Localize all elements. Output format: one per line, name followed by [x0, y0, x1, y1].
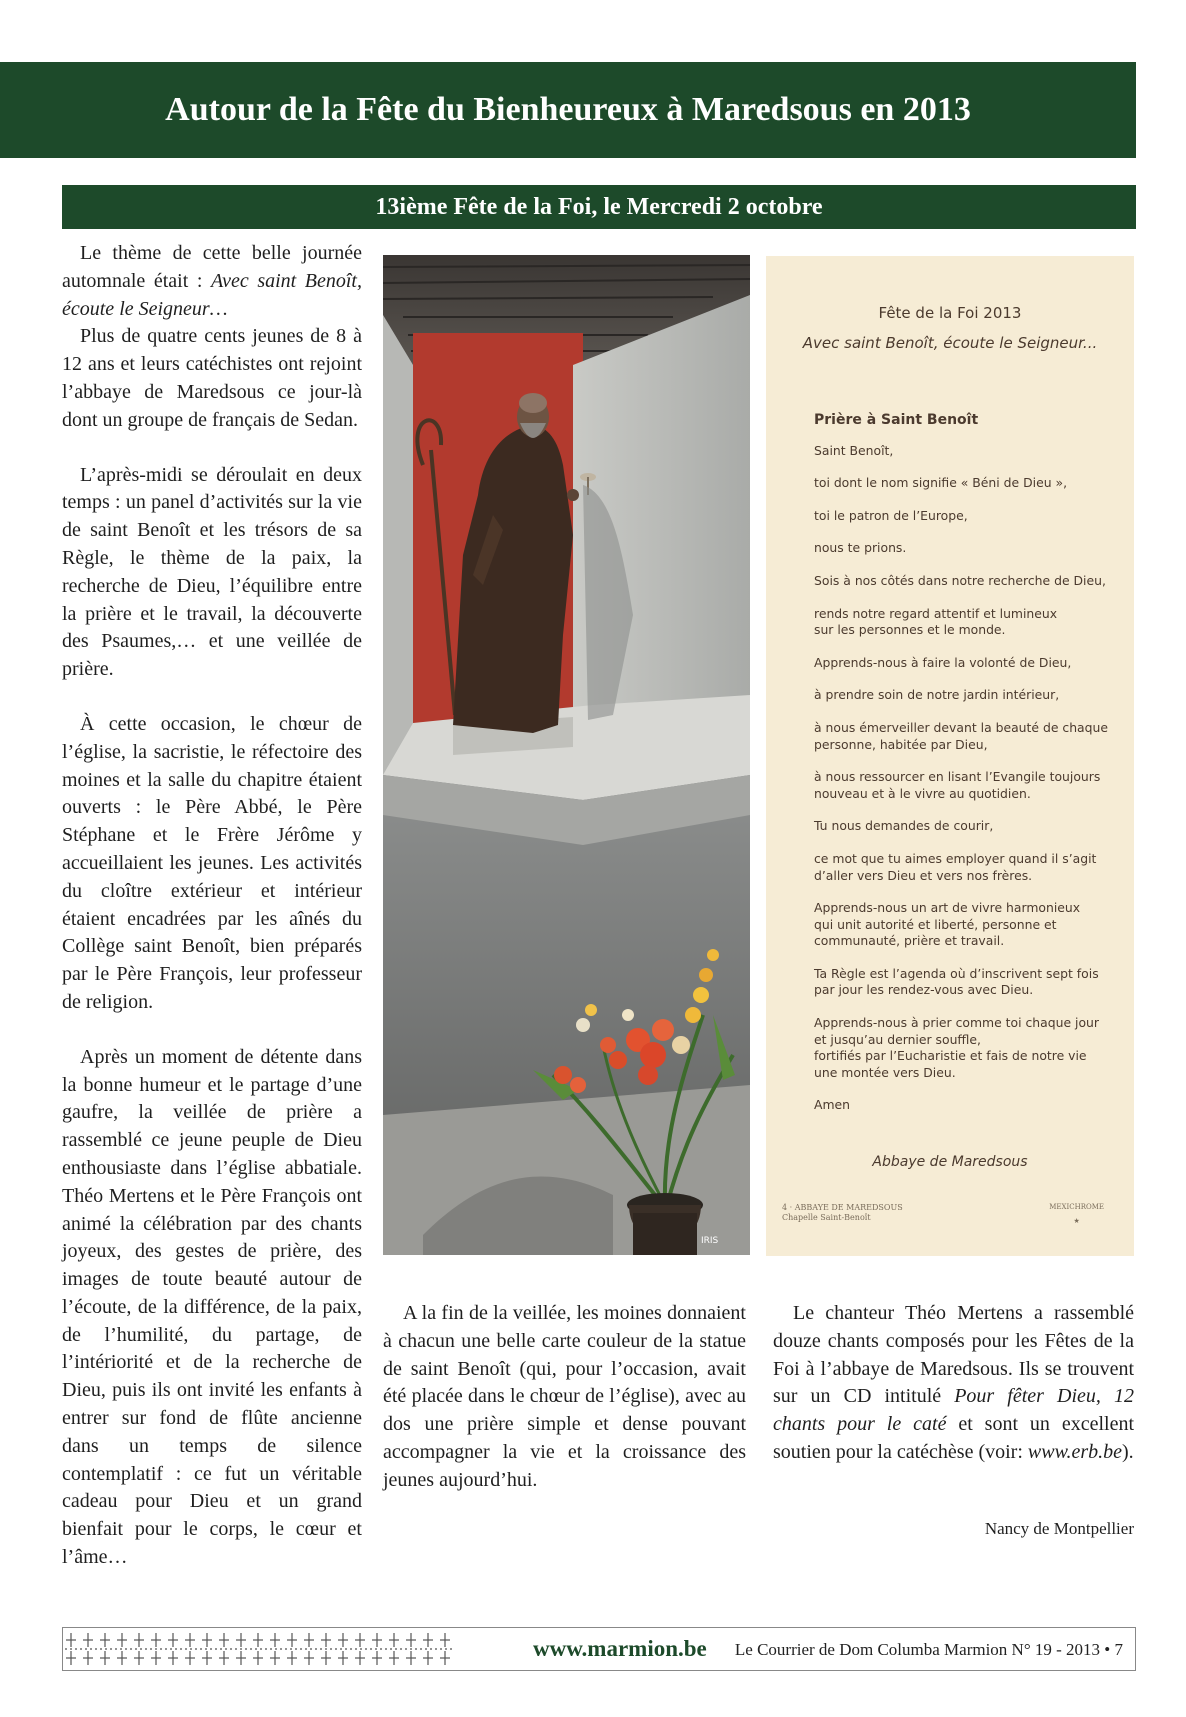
article-author: Nancy de Montpellier: [984, 1519, 1134, 1538]
prayer-line: à prendre soin de notre jardin intérieur,: [814, 687, 1060, 703]
prayer-line: Amen: [814, 1097, 851, 1113]
prayer-line: Apprends-nous à prier comme toi chaque jour et jusqu’au dernier souffle, fortifiés par l’Eucharistie et fais de notre vie une montée vers Dieu.: [814, 1015, 1099, 1080]
right-column: [773, 1300, 1134, 1467]
photo-mark: IRIS: [701, 1236, 719, 1246]
prayer-line: Tu nous demandes de courir,: [814, 818, 994, 834]
prayer-line: toi dont le nom signifie « Béni de Dieu »,: [814, 475, 1068, 491]
paragraph-2: Plus de quatre cents jeunes de 8 à 12 ans et leurs catéchistes ont rejoint l’abbaye de Maredsous ce jour-là dont un groupe de français de Sedan.: [62, 325, 362, 431]
section-subtitle: 13ième Fête de la Foi, le Mercredi 2 octobre: [375, 193, 823, 220]
prayer-line: ce mot que tu aimes employer quand il s’agit d’aller vers Dieu et vers nos frères.: [814, 850, 1097, 883]
footer-publication-info: Le Courrier de Dom Columba Marmion N° 19 - 2013 • 7: [734, 1640, 1123, 1659]
paragraph-1: Le thème de cette belle journée automnale était : Avec saint Benoît, écoute le Seigneur…: [62, 242, 362, 320]
prayer-line: nous te prions.: [814, 540, 907, 556]
paragraph-6: A la fin de la veillée, les moines donnaient à chacun une belle carte couleur de la statue de saint Benoît (qui, pour l’occasion, avait été placée dans le chœur de l’église), avec au dos une prière simple et dense pouvant accompagner la vie et la croissance des jeunes aujourd’hui.: [383, 1302, 746, 1491]
saint-benoit-statue-photo: [383, 255, 750, 1255]
prayer-line: à nous émerveiller devant la beauté de chaque personne, habitée par Dieu,: [814, 719, 1108, 752]
statue-illustration: [383, 255, 750, 1255]
middle-column: [383, 1300, 746, 1495]
star-icon: ★: [1073, 1217, 1080, 1225]
erb-link[interactable]: www.erb.be: [1027, 1440, 1122, 1463]
card-heading: Prière à Saint Benoît: [814, 412, 979, 428]
page-title-banner: [0, 62, 1136, 158]
paragraph-3: L’après-midi se déroulait en deux temps : un panel d’activités sur la vie de saint Benoît et les trésors de sa Règle, le thème de la paix, la recherche de Dieu, l’équilibre entre la prière et le travail, la découverte des Psaumes,… et une veillée de prière.: [62, 463, 362, 681]
section-subtitle-banner: [62, 185, 1136, 229]
card-signature: Abbaye de Maredsous: [872, 1154, 1028, 1170]
page-title: Autour de la Fête du Bienheureux à Maredsous en 2013: [165, 91, 971, 128]
card-footer-right: MEXICHROME ★: [1049, 1200, 1104, 1228]
card-prayer: [814, 412, 1114, 1130]
card-title: Fête de la Foi 2013: [878, 304, 1022, 322]
footer-url-link[interactable]: www.marmion.be: [533, 1636, 707, 1661]
prayer-line: Saint Benoît,: [814, 442, 894, 458]
paragraph-7: Le chanteur Théo Mertens a rassemblé douze chants composés pour les Fêtes de la Foi à l’abbaye de Maredsous. Ils se trouvent sur un CD intitulé Pour fêter Dieu, 12 chants pour le caté et sont un excellent soutien pour la catéchèse (voir: www.erb.be).: [773, 1302, 1135, 1463]
prayer-line: Apprends-nous à faire la volonté de Dieu,: [814, 654, 1072, 670]
prayer-line: Ta Règle est l’agenda où d’inscrivent sept fois par jour les rendez-vous avec Dieu.: [814, 965, 1099, 998]
decorative-cross-pattern: [65, 1630, 453, 1668]
prayer-line: Apprends-nous un art de vivre harmonieux qui unit autorité et liberté, personne et communauté, prière et travail.: [814, 900, 1081, 949]
prayer-line: rends notre regard attentif et lumineux sur les personnes et le monde.: [814, 605, 1058, 638]
card-subtitle: Avec saint Benoît, écoute le Seigneur...: [802, 334, 1098, 352]
page-footer: [62, 1627, 1136, 1671]
left-column: [62, 240, 362, 1572]
card-footer-left: 4 · ABBAYE DE MAREDSOUS Chapelle Saint-Benoît: [782, 1203, 903, 1222]
paragraph-5: Après un moment de détente dans la bonne humeur et le partage d’une gaufre, la veillée de prière a rassemblé ce jeune peuple de Dieu enthousiaste dans l’église abbatiale. Théo Mertens et le Père François ont animé la célébration par des chants joyeux, des gestes de prière, des images de toute beauté autour de l’écoute, de la différence, de la paix, de l’humilité, du partage, de l’intériorité et de la recherche de Dieu, puis ils ont invité les enfants à entrer sur fond de flûte ancienne dans un temps de silence contemplatif : ce fut un véritable cadeau pour Dieu et un grand bienfait pour le corps, le cœur et l’âme…: [62, 1045, 362, 1569]
prayer-line: toi le patron de l’Europe,: [814, 507, 968, 523]
prayer-card: [766, 256, 1134, 1256]
paragraph-4: À cette occasion, le chœur de l’église, la sacristie, le réfectoire des moines et la salle du chapitre étaient ouverts : le Père Abbé, le Père Stéphane et le Frère Jérôme y accueillaient les jeunes. Les activités du cloître extérieur et intérieur étaient encadrées par les aînés du Collège saint Benoît, bien préparés par le Père François, leur professeur de religion.: [62, 712, 362, 1013]
prayer-line: à nous ressourcer en lisant l’Evangile toujours nouveau et à le vivre au quotidien.: [814, 769, 1101, 801]
prayer-line: Sois à nos côtés dans notre recherche de Dieu,: [814, 572, 1106, 588]
